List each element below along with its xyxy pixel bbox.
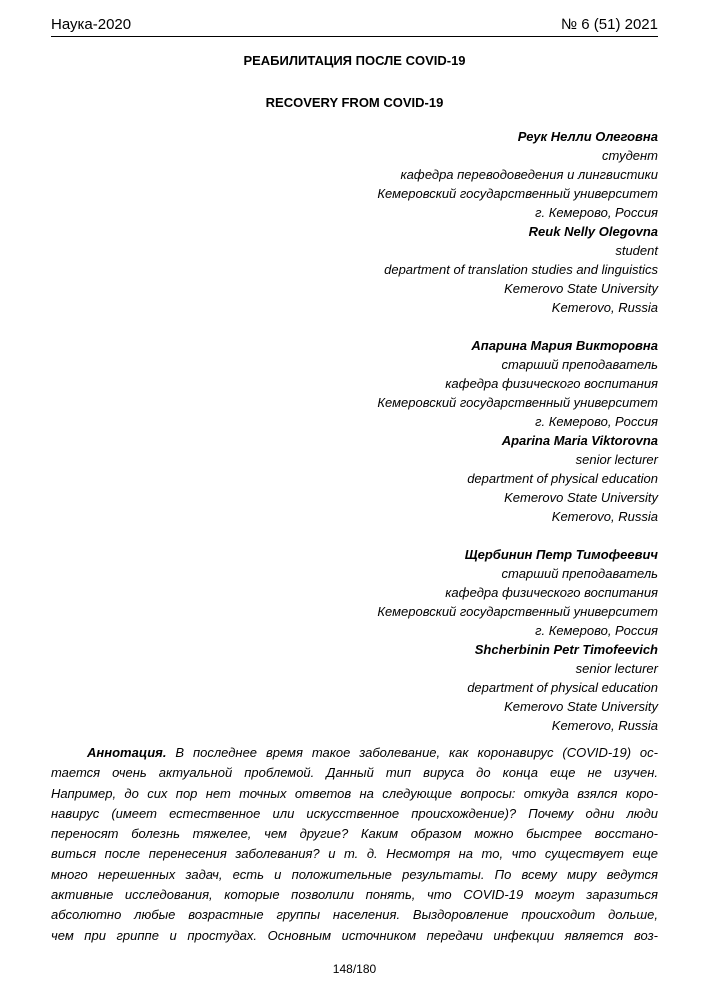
author-university-ru: Кемеровский государственный университет bbox=[377, 186, 658, 201]
author-department-en: department of physical education bbox=[467, 680, 658, 695]
author-department-en: department of translation studies and linguistics bbox=[384, 262, 658, 277]
author-city-ru: г. Кемерово, Россия bbox=[535, 623, 658, 638]
author-university-ru: Кемеровский государственный университет bbox=[377, 604, 658, 619]
author-position-ru: студент bbox=[602, 148, 658, 163]
author-university-en: Kemerovo State University bbox=[504, 281, 658, 296]
author-department-ru: кафедра физического воспитания bbox=[445, 585, 658, 600]
author-university-en: Kemerovo State University bbox=[504, 699, 658, 714]
author-department-ru: кафедра физического воспитания bbox=[445, 376, 658, 391]
author-name-en: Reuk Nelly Olegovna bbox=[528, 224, 658, 239]
abstract-line bbox=[51, 743, 658, 763]
author-department-ru: кафедра переводоведения и лингвистики bbox=[400, 167, 658, 182]
authors-block bbox=[208, 127, 658, 735]
abstract-line: навирус (имеет естественное или искусственное происхождение)? Почему одни люди bbox=[51, 805, 658, 821]
abstract-text: В последнее время такое заболевание, как коронавирус (COVID-19) ос- bbox=[175, 745, 658, 760]
author-position-ru: старший преподаватель bbox=[501, 357, 658, 372]
abstract-line: чем при гриппе и простудах. Основным источником передачи инфекции является воз- bbox=[51, 927, 658, 943]
author-city-ru: г. Кемерово, Россия bbox=[535, 205, 658, 220]
author-university-ru: Кемеровский государственный университет bbox=[377, 395, 658, 410]
author-position-en: senior lecturer bbox=[575, 452, 658, 467]
author-university-en: Kemerovo State University bbox=[504, 490, 658, 505]
abstract bbox=[51, 743, 658, 946]
article-title-en: RECOVERY FROM COVID-19 bbox=[265, 95, 444, 110]
abstract-line: виться после перенесения заболевания? и т. д. Несмотря на то, что существует еще bbox=[51, 846, 658, 862]
author-position-en: student bbox=[615, 243, 658, 258]
author-city-ru: г. Кемерово, Россия bbox=[535, 414, 658, 429]
abstract-line: много нерешенных задач, есть и положительные результаты. По всему миру ведутся bbox=[51, 866, 658, 882]
abstract-line: тается очень актуальной проблемой. Данный тип вируса до конца еще не изучен. bbox=[51, 765, 658, 781]
article-title-ru: РЕАБИЛИТАЦИЯ ПОСЛЕ COVID-19 bbox=[243, 53, 466, 68]
author-spacer bbox=[208, 526, 658, 545]
issue-number: № 6 (51) 2021 bbox=[561, 16, 658, 33]
abstract-line: переносят болезнь тяжелее, чем другие? Каким образом можно быстрее восстано- bbox=[51, 826, 658, 842]
author-city-en: Kemerovo, Russia bbox=[551, 300, 658, 315]
running-header bbox=[51, 16, 658, 37]
author-name-ru: Реук Нелли Олеговна bbox=[517, 129, 658, 144]
journal-name: Наука-2020 bbox=[51, 16, 132, 33]
author-spacer bbox=[208, 317, 658, 336]
page-number: 148/180 bbox=[332, 962, 377, 976]
author-name-ru: Щербинин Петр Тимофеевич bbox=[464, 547, 658, 562]
author-position-en: senior lecturer bbox=[575, 661, 658, 676]
author-position-ru: старший преподаватель bbox=[501, 566, 658, 581]
author-name-en: Aparina Maria Viktorovna bbox=[501, 433, 658, 448]
abstract-line: Например, до сих пор нет точных ответов на следующие вопросы: откуда взялся коро- bbox=[51, 785, 658, 801]
author-city-en: Kemerovo, Russia bbox=[551, 509, 658, 524]
author-city-en: Kemerovo, Russia bbox=[551, 718, 658, 733]
author-department-en: department of physical education bbox=[467, 471, 658, 486]
abstract-line: абсолютно любые возрастные группы населения. Выздоровление происходит дольше, bbox=[51, 907, 658, 923]
author-name-en: Shcherbinin Petr Timofeevich bbox=[474, 642, 658, 657]
abstract-label: Аннотация. bbox=[87, 745, 167, 760]
author-name-ru: Апарина Мария Викторовна bbox=[471, 338, 658, 353]
abstract-line: активные исследования, которые позволили понять, что COVID-19 могут заразиться bbox=[51, 887, 658, 903]
